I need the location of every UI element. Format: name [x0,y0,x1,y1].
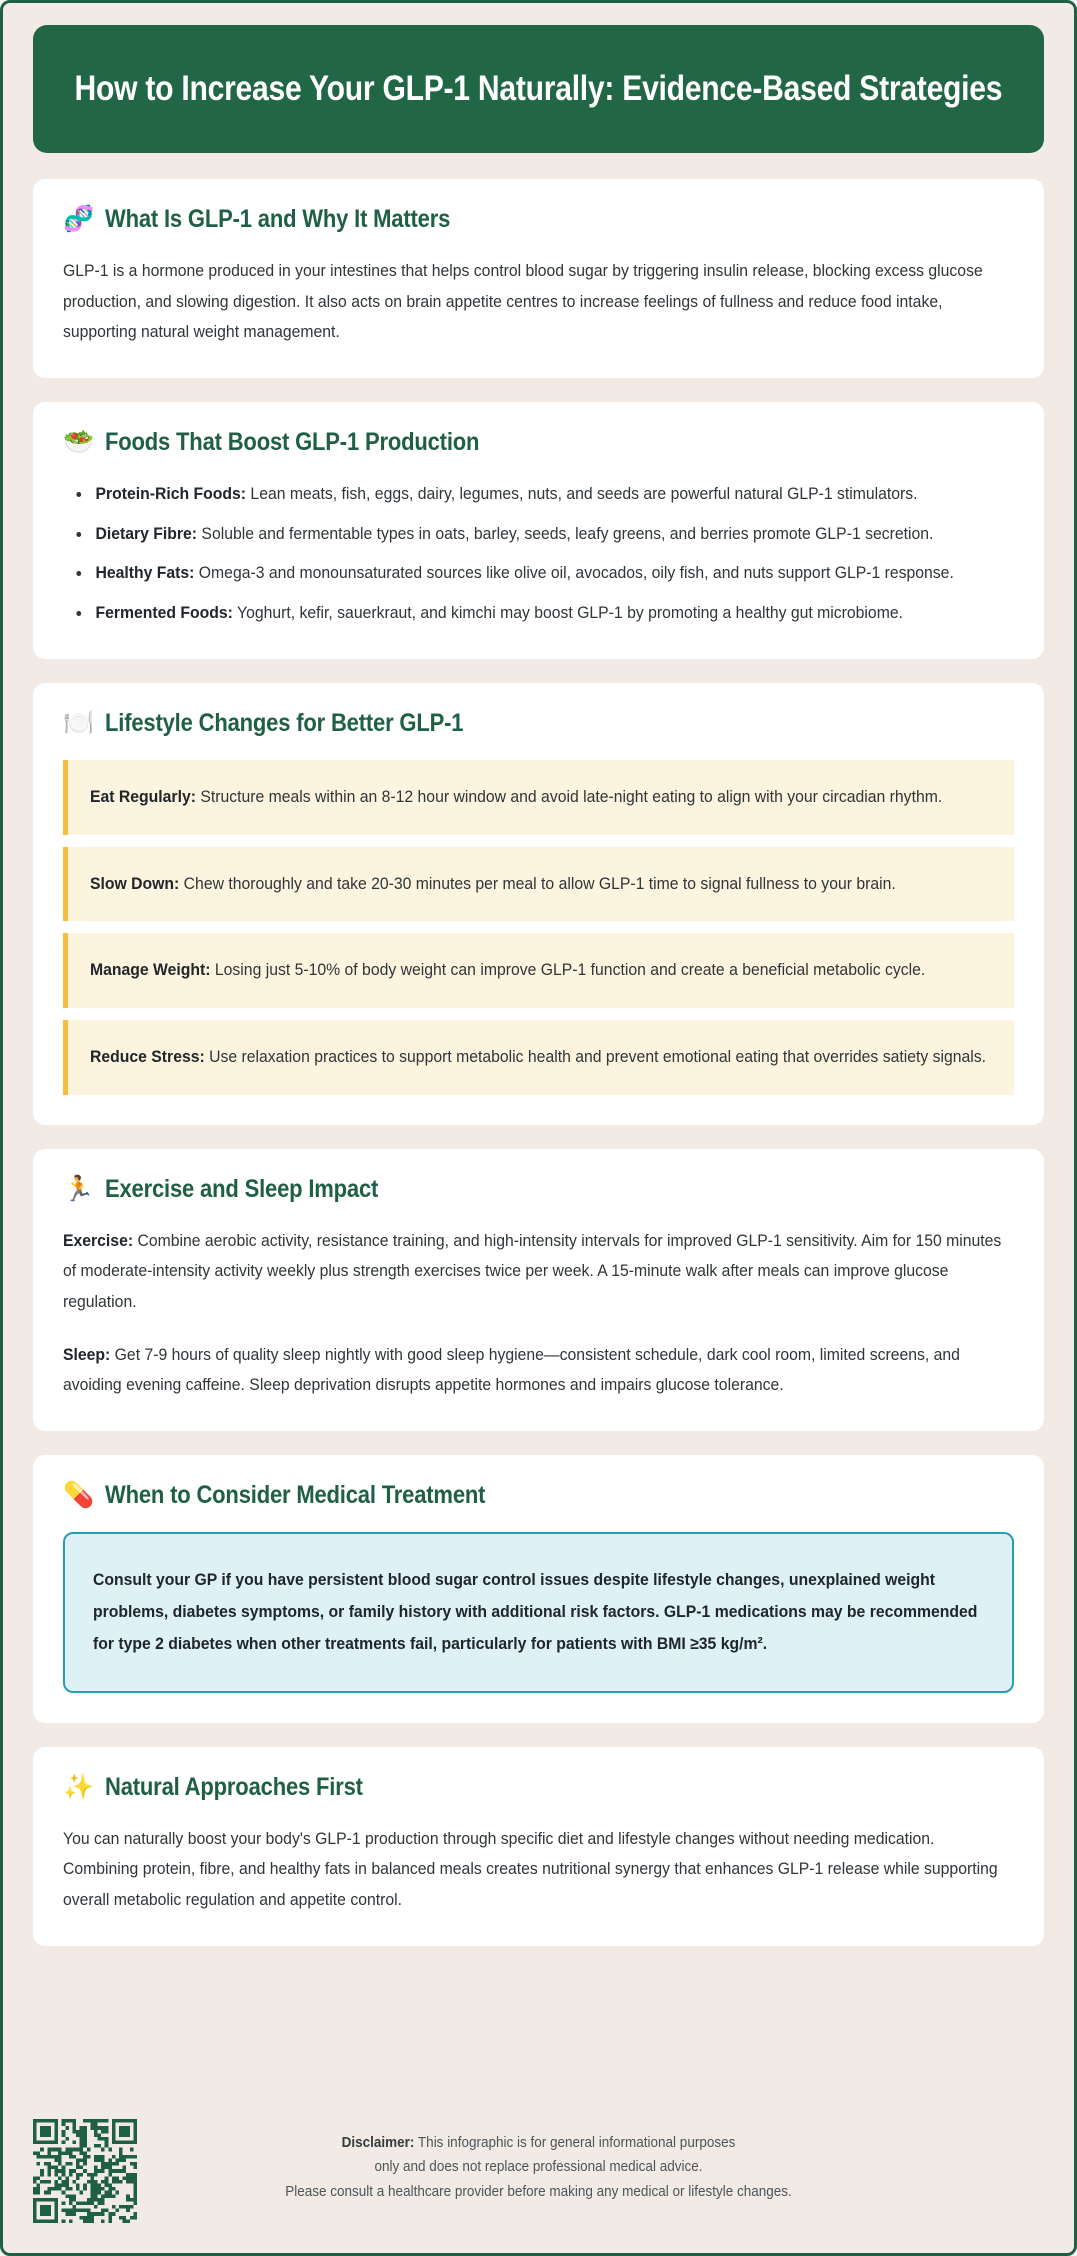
section-lifestyle [33,683,1044,1125]
list-item [63,519,1014,550]
section-exercise-sleep [33,1149,1044,1431]
tip-label: Slow Down: [90,874,180,893]
list-item [63,558,1014,589]
section-medical-treatment [33,1455,1044,1723]
list-item-label: Healthy Fats: [95,564,195,583]
pill-icon: 💊 [63,1481,95,1509]
tip-text [90,869,992,900]
section-title: Exercise and Sleep Impact [105,1174,379,1203]
section-title: What Is GLP-1 and Why It Matters [105,205,451,233]
disclaimer-line-1 [84,2131,994,2155]
medical-callout-box [63,1532,1014,1693]
sleep-paragraph [63,1340,1014,1401]
section-paragraph: You can naturally boost your body's GLP-1 production through specific diet and lifestyle changes without needing medication. Combining protein, fibre, and healthy fats in balanced meals creates nutritional synergy that enhances GLP-1 release while supporting overall metabolic regulation and appetite control. [63,1829,998,1909]
disclaimer-line1-text: This infographic is for general informational purposes [414,2134,736,2151]
list-item-label: Dietary Fibre: [95,524,198,543]
tip-row [63,1020,1014,1095]
tip-text [90,1042,992,1073]
tip-body: Losing just 5-10% of body weight can improve GLP-1 function and create a beneficial metabolic cycle. [210,961,926,980]
sparkles-icon: ✨ [63,1772,95,1801]
tip-body: Structure meals within an 8-12 hour window and avoid late-night eating to align with your circadian rhythm. [195,787,943,806]
sleep-label: Sleep: [63,1345,111,1364]
section-title: When to Consider Medical Treatment [105,1481,486,1509]
section-natural-approaches [33,1747,1044,1946]
section-title: Lifestyle Changes for Better GLP-1 [105,708,464,737]
page-title: How to Increase Your GLP-1 Naturally: Evidence-Based Strategies [74,69,1003,108]
section-paragraph: GLP-1 is a hormone produced in your intestines that helps control blood sugar by triggering insulin release, blocking excess glucose production, and slowing digestion. It also acts on brain appetite centres to increase feelings of fullness and reduce food intake, supporting natural weight management. [63,262,983,342]
exercise-label: Exercise: [63,1231,134,1250]
section-what-is-glp1 [33,179,1044,378]
tip-row [63,847,1014,922]
section-header [63,1773,1014,1802]
section-title: Foods That Boost GLP-1 Production [105,428,480,457]
section-title: Natural Approaches First [105,1772,363,1801]
foods-list [63,479,1014,629]
salad-icon: 🥗 [63,428,95,457]
section-header [63,1175,1014,1204]
tip-label: Manage Weight: [90,961,211,980]
exercise-text: Combine aerobic activity, resistance training, and high-intensity intervals for improved GLP-1 sensitivity. Aim for 150 minutes of moderate-intensity activity weekly plus strength exercises twice per week. A 15-minute walk after meals can improve glucose regulation. [63,1231,1002,1311]
tip-body: Chew thoroughly and take 20-30 minutes per meal to allow GLP-1 time to signal fullness to your brain. [179,874,896,893]
section-header [63,1481,1014,1510]
section-header [63,205,1014,234]
plate-cutlery-icon: 🍽️ [63,708,95,737]
tip-row [63,933,1014,1008]
section-header [63,428,1014,457]
list-item-label: Fermented Foods: [95,604,233,623]
dna-icon: 🧬 [63,205,95,233]
exercise-paragraph [63,1226,1014,1318]
disclaimer-text [84,2131,994,2204]
tip-row [63,760,1014,835]
footer [33,2109,1044,2229]
running-person-icon: 🏃 [63,1174,95,1203]
disclaimer-line-2: only and does not replace professional medical advice. [374,2158,703,2176]
disclaimer-line-3: Please consult a healthcare provider before making any medical or lifestyle changes. [285,2182,792,2200]
section-header [63,709,1014,738]
tip-label: Reduce Stress: [90,1047,205,1066]
list-item-text: Lean meats, fish, eggs, dairy, legumes, nuts, and seeds are powerful natural GLP-1 stimulators. [246,485,918,504]
list-item-text: Soluble and fermentable types in oats, barley, seeds, leafy greens, and berries promote GLP-1 secretion. [197,524,934,543]
list-item-text: Yoghurt, kefir, sauerkraut, and kimchi may boost GLP-1 by promoting a healthy gut microbiome. [232,604,903,623]
medical-callout-text: Consult your GP if you have persistent blood sugar control issues despite lifestyle changes, unexplained weight problems, diabetes symptoms, or family history with additional risk factors. GLP-1 medications may be recommended for type 2 diabetes when other treatments fail, particularly for patients with BMI ≥35 kg/m². [93,1571,978,1654]
tip-body: Use relaxation practices to support metabolic health and prevent emotional eating that overrides satiety signals. [204,1047,987,1066]
tip-label: Eat Regularly: [90,787,196,806]
disclaimer-label: Disclaimer: [341,2134,415,2151]
tip-text [90,782,992,813]
section-foods [33,402,1044,659]
list-item [63,598,1014,629]
list-item-label: Protein-Rich Foods: [95,485,247,504]
list-item-text: Omega-3 and monounsaturated sources like olive oil, avocados, oily fish, and nuts support GLP-1 response. [194,564,954,583]
sleep-text: Get 7-9 hours of quality sleep nightly with good sleep hygiene—consistent schedule, dark cool room, limited screens, and avoiding evening caffeine. Sleep deprivation disrupts appetite hormones and impairs glucose tolerance. [63,1345,960,1395]
tip-text [90,955,992,986]
header-banner [33,25,1044,153]
list-item [63,479,1014,510]
